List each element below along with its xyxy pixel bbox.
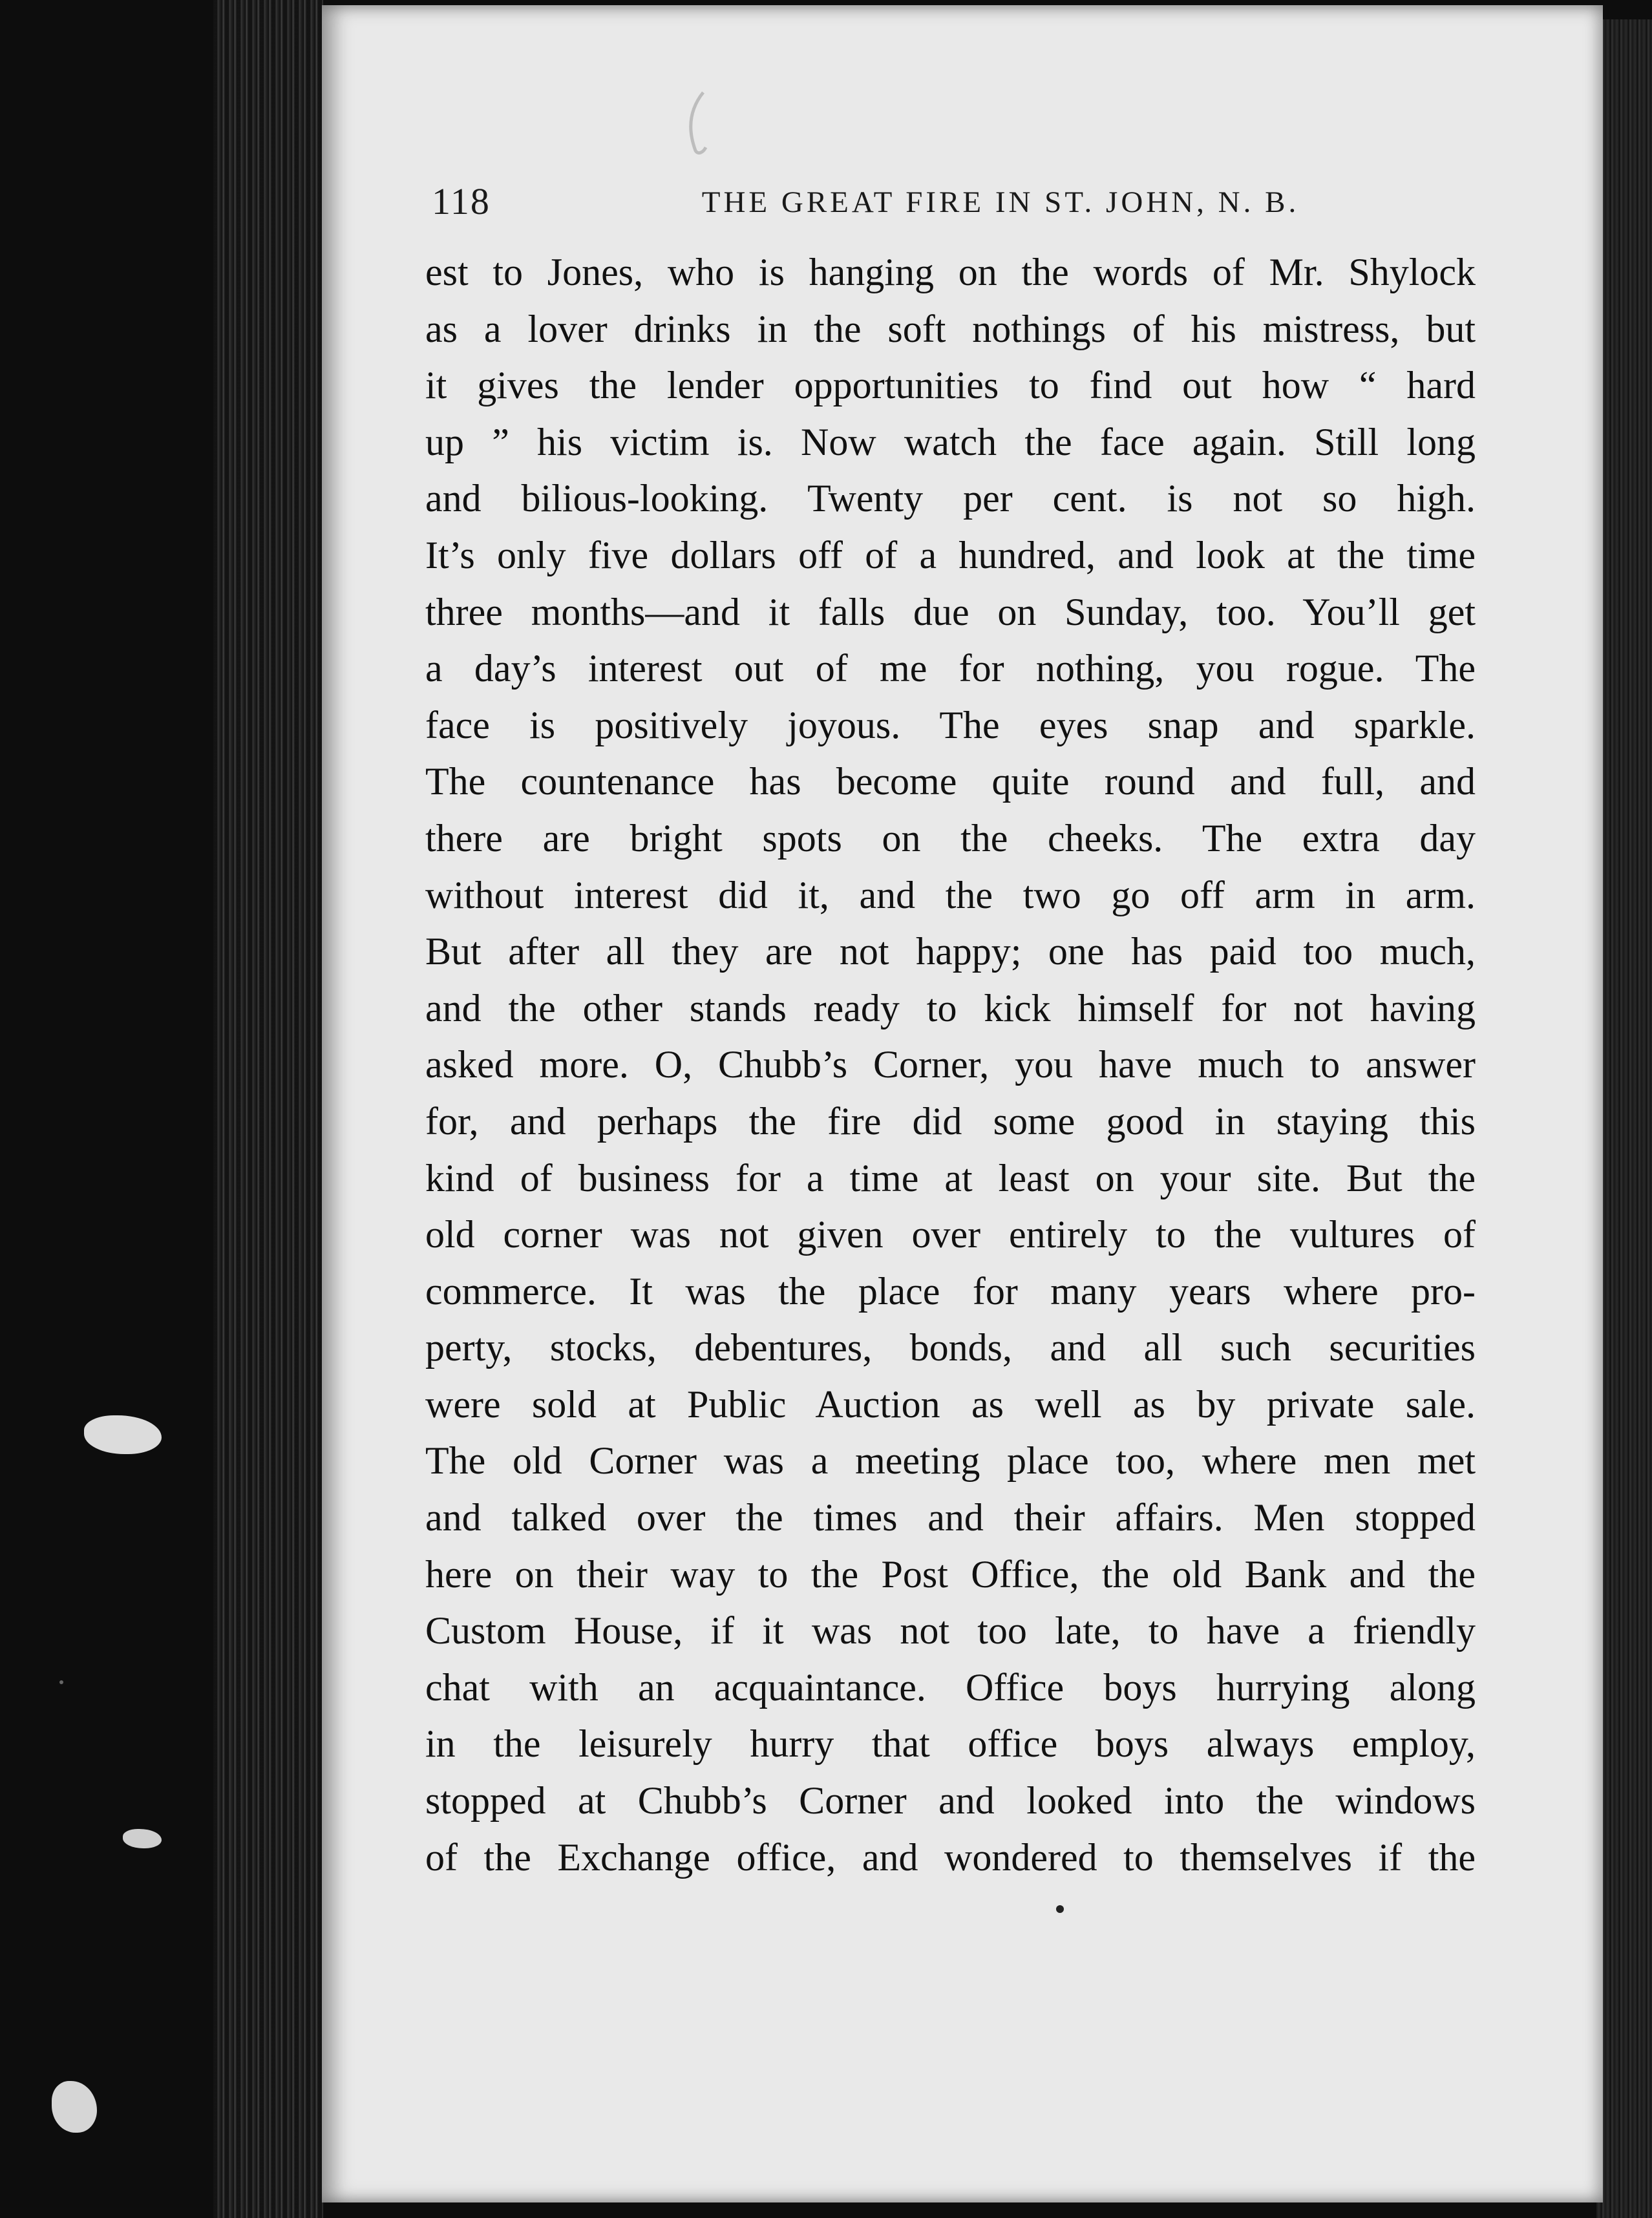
text-line: The countenance has become quite round and full, and (425, 760, 1476, 803)
page-content (425, 180, 1595, 1886)
text-line: face is positively joyous. The eyes snap and sparkle. (425, 703, 1476, 746)
text-line: of the Exchange office, and wondered to themselves if the (425, 1835, 1476, 1879)
text-line: here on their way to the Post Office, the old Bank and the (425, 1552, 1476, 1596)
text-line: a day’s interest out of me for nothing, you rogue. The (425, 647, 1476, 690)
text-line: old corner was not given over entirely to the vultures of (425, 1213, 1476, 1256)
text-line: and talked over the times and their affairs. Men stopped (425, 1496, 1476, 1539)
text-line: stopped at Chubb’s Corner and looked into the windows (425, 1779, 1476, 1822)
book-page (322, 5, 1603, 2202)
text-line: It’s only five dollars off of a hundred, and look at the time (425, 533, 1476, 576)
text-line: up ” his victim is. Now watch the face again. Still long (425, 420, 1476, 463)
text-line: kind of business for a time at least on your site. But the (425, 1156, 1476, 1199)
text-line: asked more. O, Chubb’s Corner, you have much to answer (425, 1043, 1476, 1086)
text-line: and bilious-looking. Twenty per cent. is not so high. (425, 477, 1476, 520)
book-right-edge (1596, 19, 1652, 2218)
text-line: it gives the lender opportunities to find out how “ hard (425, 364, 1476, 407)
running-title: THE GREAT FIRE IN ST. JOHN, N. B. (701, 185, 1300, 219)
body-paragraph (425, 244, 1476, 1886)
text-line: three months—and it falls due on Sunday, too. You’ll get (425, 590, 1476, 633)
text-line: as a lover drinks in the soft nothings of his mistress, but (425, 307, 1476, 350)
running-head (432, 180, 1595, 244)
text-line: were sold at Public Auction as well as by private sale. (425, 1382, 1476, 1426)
text-line: chat with an acquaintance. Office boys hurrying along (425, 1665, 1476, 1709)
text-line: in the leisurely hurry that office boys always employ, (425, 1722, 1476, 1766)
text-line: commerce. It was the place for many years where pro- (425, 1269, 1476, 1313)
text-line: without interest did it, and the two go off arm in arm. (425, 873, 1476, 916)
page-number: 118 (432, 180, 491, 222)
text-line: The old Corner was a meeting place too, where men met (425, 1439, 1476, 1483)
text-line: est to Jones, who is hanging on the words of Mr. Shylock (425, 251, 1476, 293)
ink-dot (1056, 1905, 1064, 1913)
text-line: But after all they are not happy; one has paid too much, (425, 930, 1476, 973)
dust-speck (59, 1680, 63, 1684)
text-line: and the other stands ready to kick himself for not having (425, 986, 1476, 1030)
book-page-edges (213, 0, 323, 2218)
text-line: for, and perhaps the fire did some good in staying this (425, 1099, 1476, 1143)
pencil-mark (684, 89, 716, 160)
text-line: perty, stocks, debentures, bonds, and all such securities (425, 1326, 1476, 1369)
text-line: Custom House, if it was not too late, to have a friendly (425, 1609, 1476, 1653)
text-line: there are bright spots on the cheeks. The extra day (425, 816, 1476, 860)
